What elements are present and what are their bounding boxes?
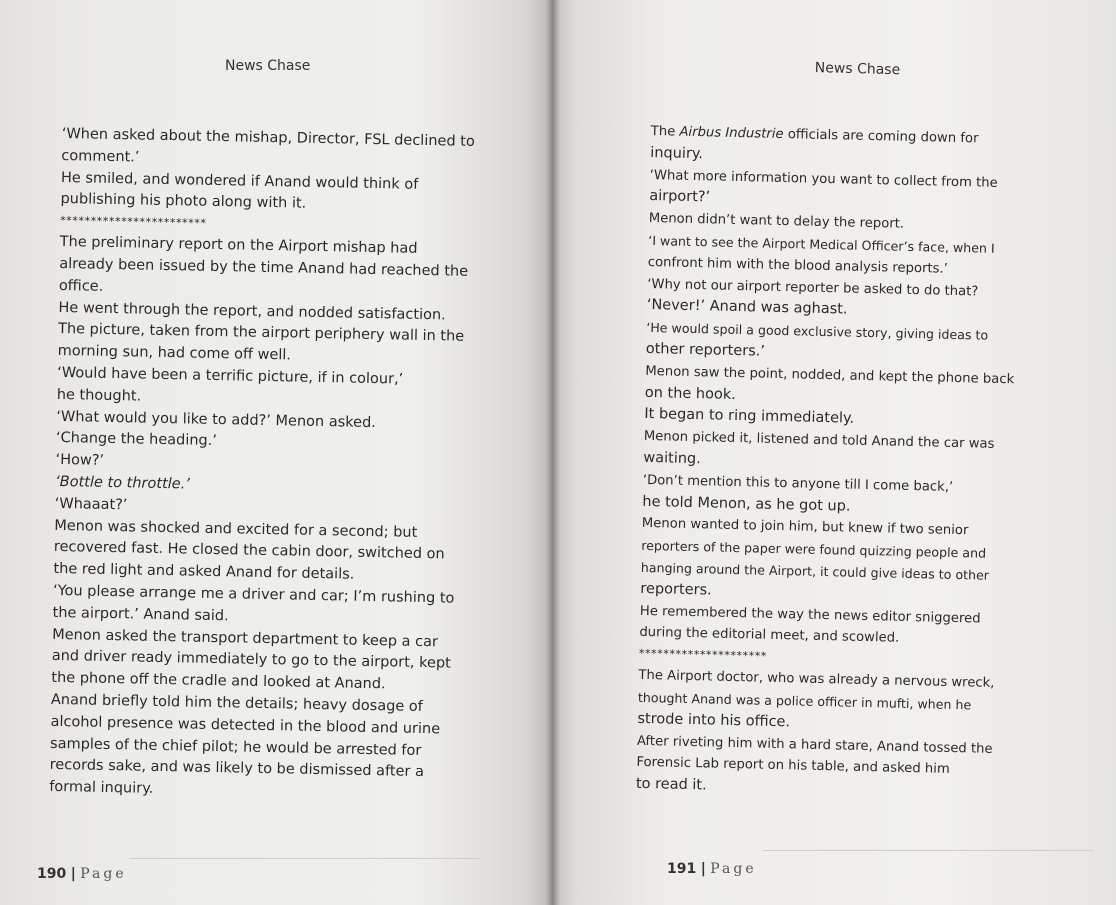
- text-line: He remembered the way the news editor sniggered: [639, 603, 981, 627]
- text-line: Menon picked it, listened and told Anand the car was: [643, 429, 995, 453]
- text-line: He went through the report, and nodded satisfaction.: [58, 299, 446, 323]
- right-page-body: [636, 121, 1071, 805]
- text-line: waiting.: [643, 449, 702, 468]
- text-line: recovered fast. He closed the cabin door, switched on: [53, 539, 445, 563]
- text-line: ‘You please arrange me a driver and car; I’m rushing to: [52, 582, 455, 607]
- page-separator: |: [70, 866, 76, 882]
- text-line: ‘He would spoil a good exclusive story, giving ideas to: [646, 320, 989, 343]
- text-line: the red light and asked Anand for details.: [53, 561, 355, 583]
- text-line: during the editorial meet, and scowled.: [639, 625, 900, 647]
- text-line: Menon didn’t want to delay the report.: [648, 211, 905, 232]
- text-line: already been issued by the time Anand had reached the: [59, 255, 469, 280]
- text-line: ‘What would you like to add?’ Menon asked.: [56, 408, 377, 431]
- page-number: 191: [667, 861, 697, 877]
- footer-rule-left: [130, 858, 480, 859]
- text-segment: officials are coming down for: [783, 127, 979, 147]
- text-line: The preliminary report on the Airport mishap had: [59, 234, 418, 258]
- text-line: strode into his office.: [637, 710, 791, 731]
- text-line: He smiled, and wondered if Anand would think of: [60, 169, 419, 193]
- text-line: other reporters.’: [645, 340, 766, 360]
- text-line: the airport.’ Anand said.: [52, 604, 229, 625]
- text-line: he told Menon, as he got up.: [642, 493, 851, 515]
- text-line: records sake, and was likely to be dismissed after a: [49, 757, 425, 781]
- text-line: and driver ready immediately to go to the airport, kept: [51, 648, 451, 672]
- text-line: reporters.: [640, 580, 712, 599]
- text-line: the phone off the cradle and looked at Anand.: [51, 670, 386, 693]
- footer-rule-right: [763, 850, 1093, 851]
- text-line: After riveting him with a hard stare, Anand tossed the: [636, 733, 993, 757]
- text-line: ‘How?’: [55, 452, 105, 470]
- text-line: samples of the chief pilot; he would be arrested for: [49, 735, 422, 759]
- text-line: morning sun, had come off well.: [57, 343, 292, 364]
- book-gutter: [546, 0, 560, 905]
- section-separator: *********************: [638, 646, 768, 663]
- page-word: Page: [80, 866, 127, 882]
- text-line: ‘Whaaat?’: [54, 495, 128, 514]
- text-line: The picture, taken from the airport periphery wall in the: [57, 321, 465, 346]
- page-word: Page: [710, 861, 757, 877]
- running-header-left: News Chase: [225, 58, 311, 74]
- text-line: reporters of the paper were found quizzing people and: [641, 538, 987, 561]
- text-line: Menon saw the point, nodded, and kept the phone back: [645, 363, 1015, 388]
- text-line: alcohol presence was detected in the blood and urine: [50, 713, 441, 738]
- text-line: comment.’: [61, 147, 140, 166]
- text-line: ‘I want to see the Airport Medical Officer’s face, when I: [648, 232, 995, 256]
- text-line: ‘Don’t mention this to anyone till I come back,’: [642, 472, 954, 495]
- text-line: Menon wanted to join him, but knew if two senior: [641, 516, 969, 539]
- text-line: ‘Never!’ Anand was aghast.: [646, 297, 848, 318]
- text-line: ‘When asked about the mishap, Director, FSL declined to: [61, 125, 475, 150]
- text-line: Anand briefly told him the details; heavy dosage of: [50, 691, 424, 715]
- text-line: publishing his photo along with it.: [60, 191, 307, 213]
- text-line: The Airport doctor, who was already a nervous wreck,: [638, 667, 995, 692]
- text-line: Forensic Lab report on his table, and asked him: [636, 755, 950, 778]
- text-line: ‘Bottle to throttle.’: [54, 473, 191, 493]
- text-line: Menon asked the transport department to keep a car: [52, 626, 439, 650]
- text-line: hanging around the Airport, it could give ideas to other: [640, 559, 990, 583]
- text-line: formal inquiry.: [49, 778, 154, 797]
- text-line: Menon was shocked and excited for a second; but: [54, 517, 418, 541]
- text-line: he thought.: [56, 386, 142, 405]
- text-line: confront him with the blood analysis reports.’: [647, 254, 949, 277]
- right-page: [553, 0, 1116, 905]
- text-line: office.: [58, 277, 104, 295]
- text-line: ‘Why not our airport reporter be asked to do that?: [647, 276, 979, 300]
- text-line: thought Anand was a police officer in mufti, when he: [637, 689, 972, 713]
- text-line: ‘Would have been a terrific picture, if in colour,’: [57, 364, 404, 388]
- page-number: 190: [37, 866, 67, 882]
- section-separator: ************************: [60, 214, 207, 230]
- text-line: ‘What more information you want to collect from the: [649, 167, 998, 191]
- running-header-right: News Chase: [814, 60, 901, 79]
- page-separator: |: [700, 861, 706, 877]
- italic-text: Airbus Industrie: [679, 124, 784, 143]
- text-line: to read it.: [635, 775, 707, 794]
- left-page-body: [49, 124, 502, 807]
- text-line: on the hook.: [644, 384, 737, 403]
- page-footer-right: [667, 861, 757, 877]
- left-page: [0, 0, 553, 905]
- text-line: It began to ring immediately.: [644, 406, 855, 428]
- text-line: airport?’: [649, 188, 711, 206]
- text-line: inquiry.: [650, 144, 704, 162]
- text-line: ‘Change the heading.’: [55, 430, 218, 450]
- page-footer-left: [37, 866, 127, 882]
- text-segment: The: [650, 123, 680, 140]
